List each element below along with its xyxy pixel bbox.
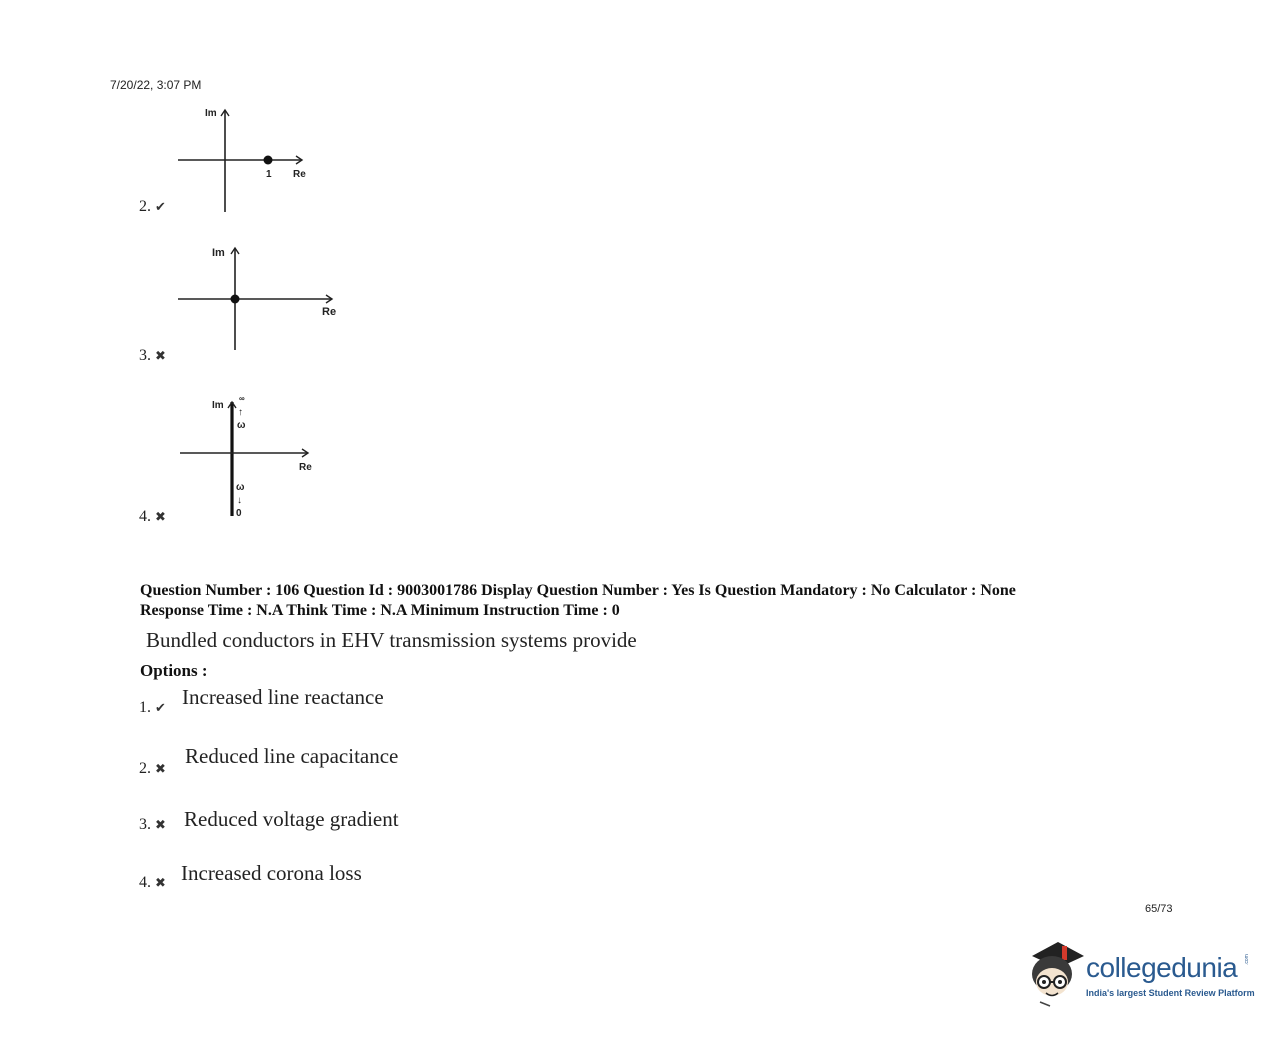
option-text: Reduced voltage gradient: [184, 807, 399, 831]
cross-icon: ✖: [155, 817, 166, 832]
option-number: 3.: [139, 816, 151, 833]
print-timestamp: 7/20/22, 3:07 PM: [110, 78, 202, 92]
option-number: 2.: [139, 760, 151, 777]
options-label: Options :: [140, 661, 208, 680]
nyquist-diagram-option-2: [170, 100, 330, 215]
cross-icon: ✖: [155, 761, 166, 776]
mascot-icon: [1022, 938, 1086, 1008]
omega-label-lower: ω: [236, 482, 245, 493]
check-icon: ✔: [155, 199, 166, 214]
answer-option-1: [139, 699, 166, 717]
im-axis-label: Im: [205, 108, 217, 119]
page-number: 65/73: [1145, 903, 1173, 915]
question-text: Bundled conductors in EHV transmission systems provide: [146, 628, 637, 652]
option-row-4: [139, 508, 166, 526]
upper-arrow-glyph: ↑: [238, 407, 243, 418]
cross-icon: ✖: [155, 348, 166, 363]
option-number: 2.: [139, 198, 151, 215]
option-number: 4.: [139, 874, 151, 891]
option-number: 1.: [139, 699, 151, 716]
nyquist-point: [264, 156, 273, 165]
cross-icon: ✖: [155, 875, 166, 890]
check-icon: ✔: [155, 700, 166, 715]
nyquist-diagram-option-4: [170, 392, 330, 524]
question-meta-line-2: Response Time : N.A Think Time : N.A Minimum Instruction Time : 0: [140, 602, 620, 619]
nyquist-diagram-option-3: [170, 240, 350, 355]
option-text: Increased corona loss: [181, 861, 362, 885]
im-axis-label: Im: [212, 247, 225, 259]
zero-label: 0: [236, 508, 242, 519]
point-label: 1: [266, 169, 272, 180]
re-axis-label: Re: [299, 462, 312, 473]
option-text: Reduced line capacitance: [185, 744, 399, 768]
question-meta-line-1: Question Number : 106 Question Id : 9003001786 Display Question Number : Yes Is Question Mandatory : No Calculator : None: [140, 582, 1016, 599]
re-axis-label: Re: [322, 306, 337, 318]
option-text: Increased line reactance: [182, 685, 384, 709]
logo-wordmark: collegedunia: [1086, 952, 1238, 983]
answer-option-4: [139, 874, 166, 892]
option-row-3: [139, 347, 166, 365]
collegedunia-logo: [1022, 938, 1262, 1008]
option-number: 3.: [139, 347, 151, 364]
answer-option-3: [139, 816, 166, 834]
im-axis-label: Im: [212, 400, 224, 411]
cross-icon: ✖: [155, 509, 166, 524]
option-row-2: [139, 198, 166, 216]
infinity-label: ∞: [239, 394, 245, 403]
answer-option-2: [139, 760, 166, 778]
lower-arrow-glyph: ↓: [237, 495, 242, 506]
re-axis-label: Re: [293, 169, 306, 180]
nyquist-point: [231, 295, 240, 304]
logo-suffix: .com: [1244, 954, 1250, 965]
omega-label-upper: ω: [237, 420, 246, 431]
logo-tagline: India's largest Student Review Platform: [1086, 988, 1255, 998]
option-number: 4.: [139, 508, 151, 525]
